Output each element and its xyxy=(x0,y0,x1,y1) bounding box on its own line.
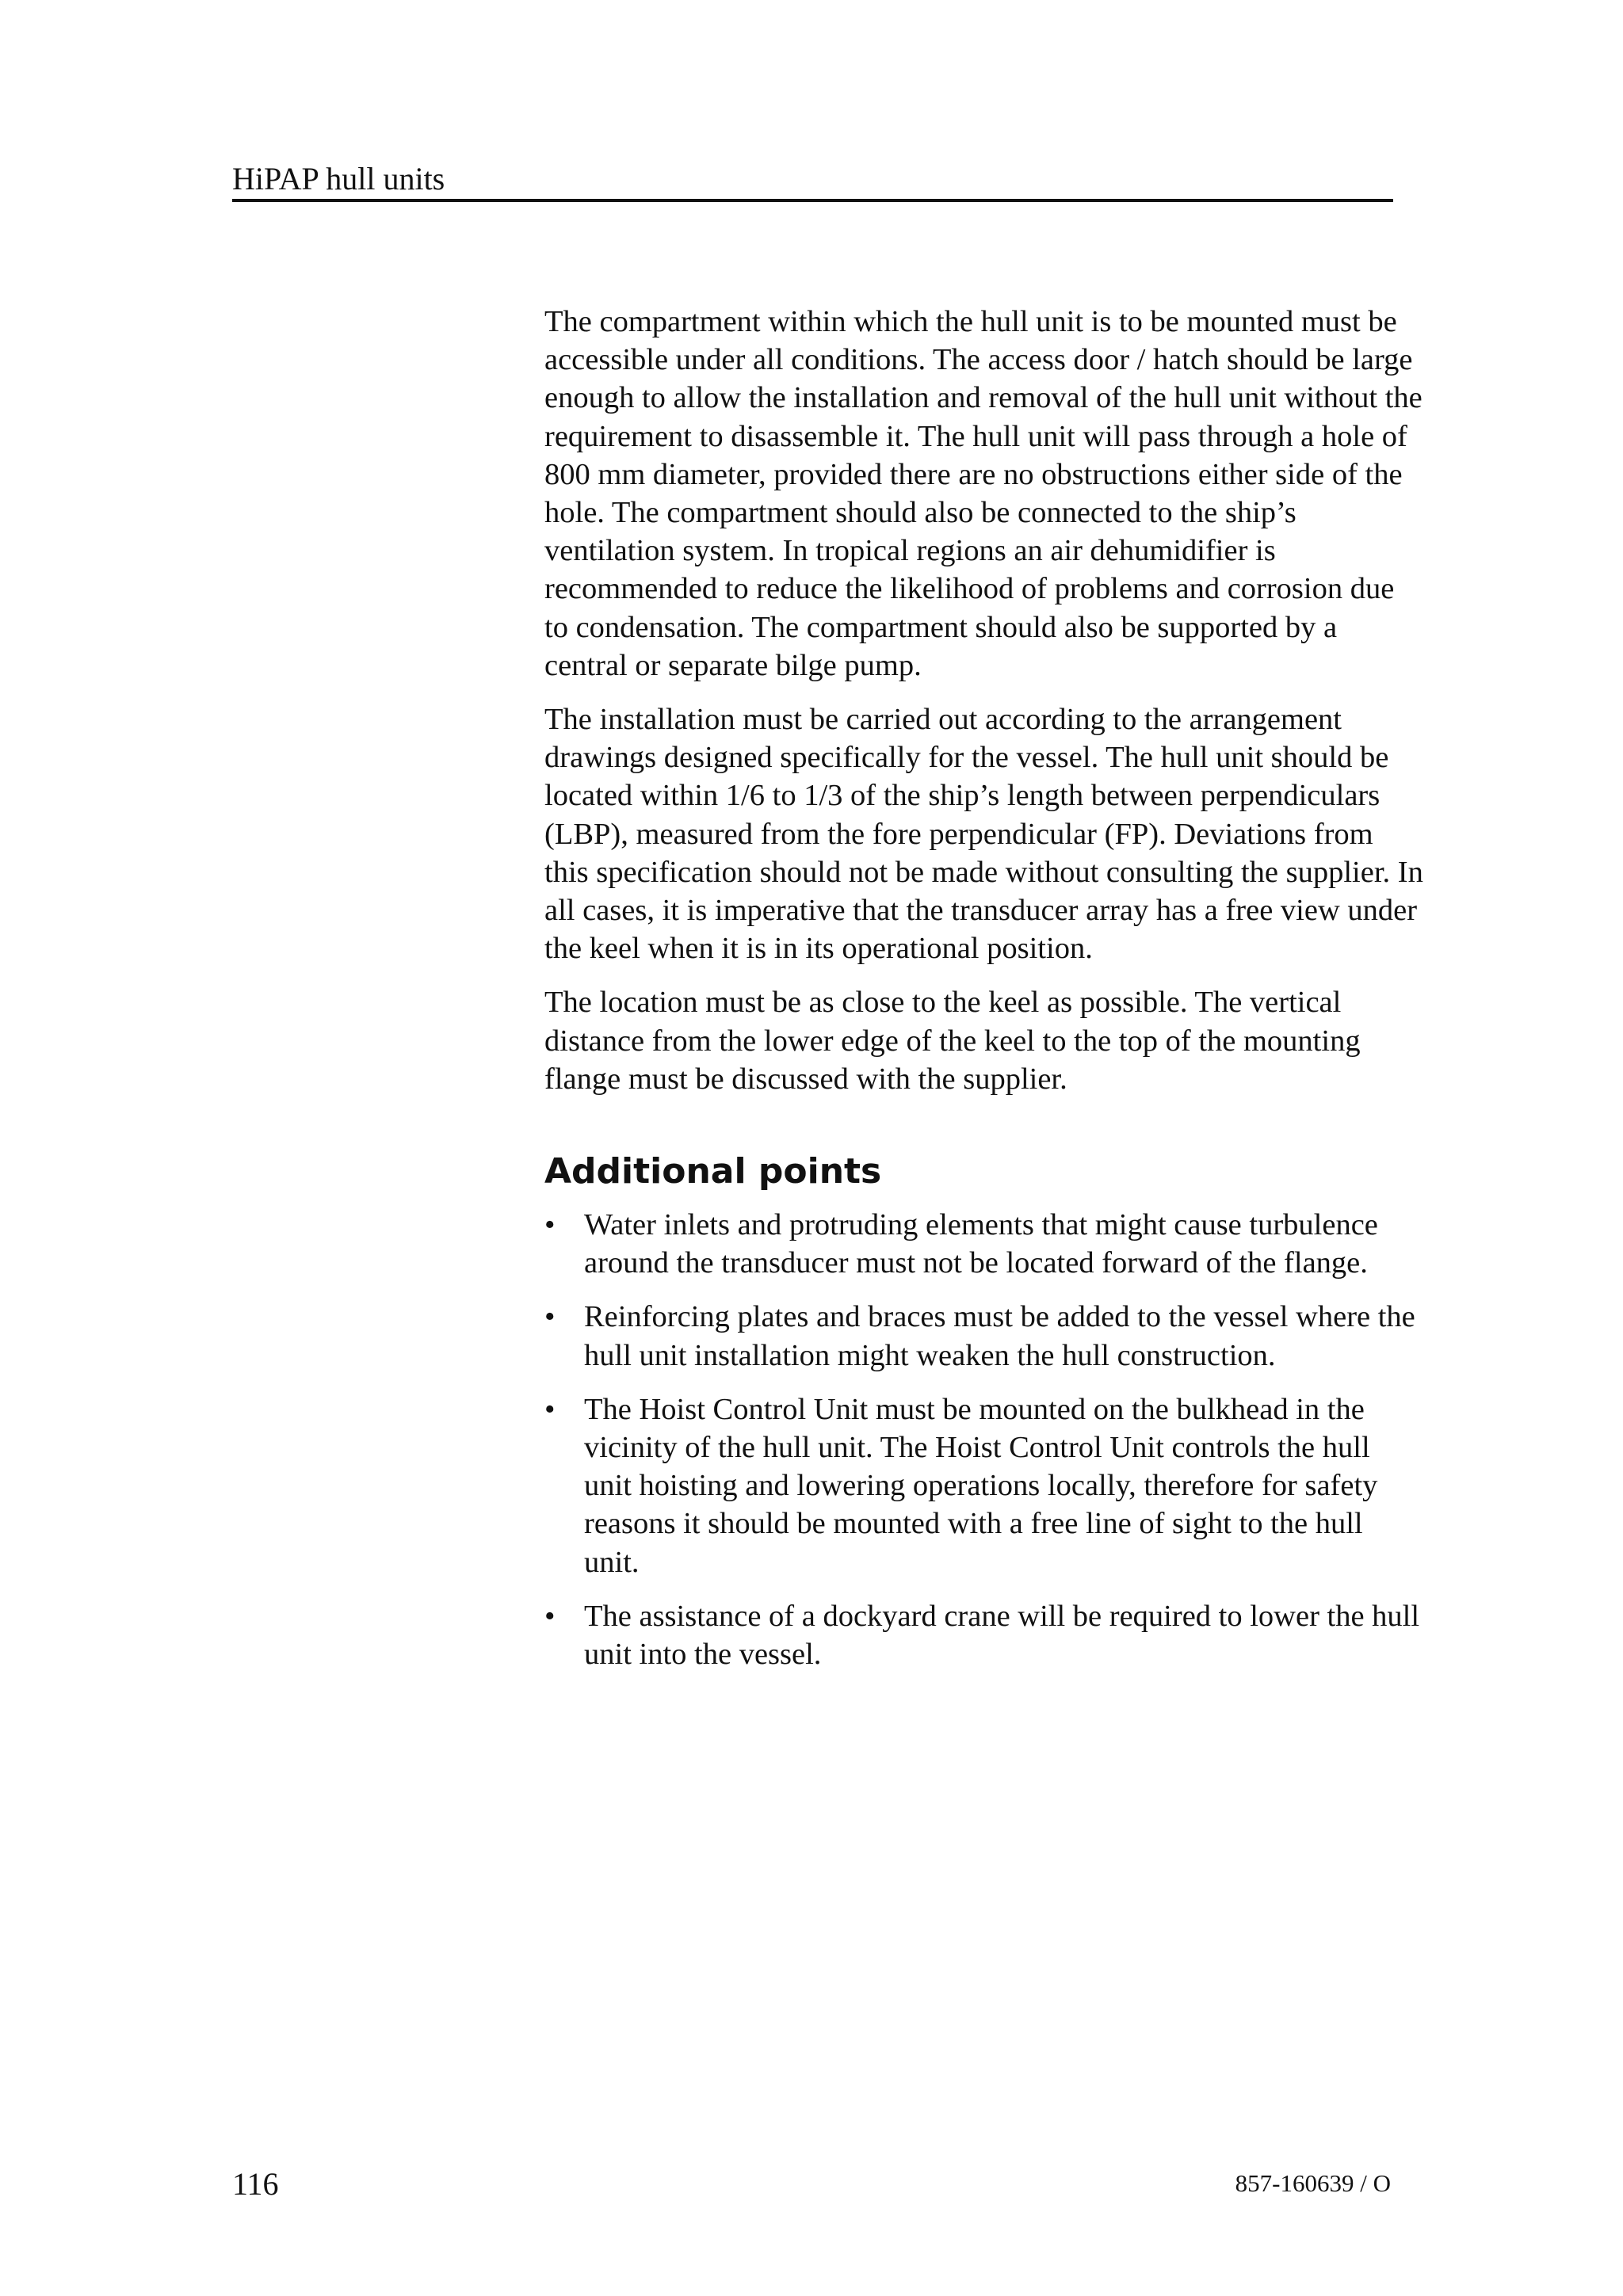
page-number: 116 xyxy=(232,2166,279,2202)
paragraph-installation: The installation must be carried out according to the arrangement drawings designed specifically for the vessel. The hull unit should be located within 1/6 to 1/3 of the ship’s length between perpendiculars (LBP), measured from the fore perpendicular (FP). Deviations from this specification should not be made without consulting the supplier. In all cases, it is imperative that the transducer array has a free view under the keel when it is in its operational position. xyxy=(544,703,1423,966)
list-item-text: Reinforcing plates and braces must be added to the vessel where the hull unit installation might weaken the hull construction. xyxy=(584,1300,1415,1372)
paragraph-compartment: The compartment within which the hull unit is to be mounted must be accessible under all conditions. The access door / hatch should be large enough to allow the installation and removal of the hull unit without the requirement to disassemble it. The hull unit will pass through a hole of 800 mm diameter, provided there are no obstructions either side of the hole. The compartment should also be connected to the ship’s ventilation system. In tropical regions an air dehumidifier is recommended to reduce the likelihood of problems and corrosion due to condensation. The compartment should also be supported by a central or separate bilge pump. xyxy=(544,305,1423,682)
bullet-icon: • xyxy=(544,1300,556,1334)
list-item xyxy=(544,1597,1424,1673)
list-item-text: The assistance of a dockyard crane will be required to lower the hull unit into the vessel. xyxy=(584,1599,1420,1672)
list-item xyxy=(544,1390,1424,1581)
list-item xyxy=(544,1298,1424,1374)
bullet-icon: • xyxy=(544,1392,556,1426)
paragraph-location: The location must be as close to the keel as possible. The vertical distance from the lower edge of the keel to the top of the mounting flange must be discussed with the supplier. xyxy=(544,986,1361,1096)
list-item xyxy=(544,1206,1424,1282)
body-column xyxy=(544,303,1424,1689)
bullet-list xyxy=(544,1206,1424,1673)
list-item-text: The Hoist Control Unit must be mounted on the bulkhead in the vicinity of the hull unit. The Hoist Control Unit controls the hull unit hoisting and lowering operations locally, therefore for safety reasons it should be mounted with a free line of sight to the hull unit. xyxy=(584,1392,1378,1579)
running-header: HiPAP hull units xyxy=(232,161,445,196)
section-heading: Additional points xyxy=(544,1151,882,1192)
list-item-text: Water inlets and protruding elements that might cause turbulence around the transducer must not be located forward of the flange. xyxy=(584,1208,1378,1280)
header-rule xyxy=(232,199,1393,202)
bullet-icon: • xyxy=(544,1599,556,1633)
bullet-icon: • xyxy=(544,1208,556,1242)
document-id: 857-160639 / O xyxy=(1235,2169,1391,2197)
